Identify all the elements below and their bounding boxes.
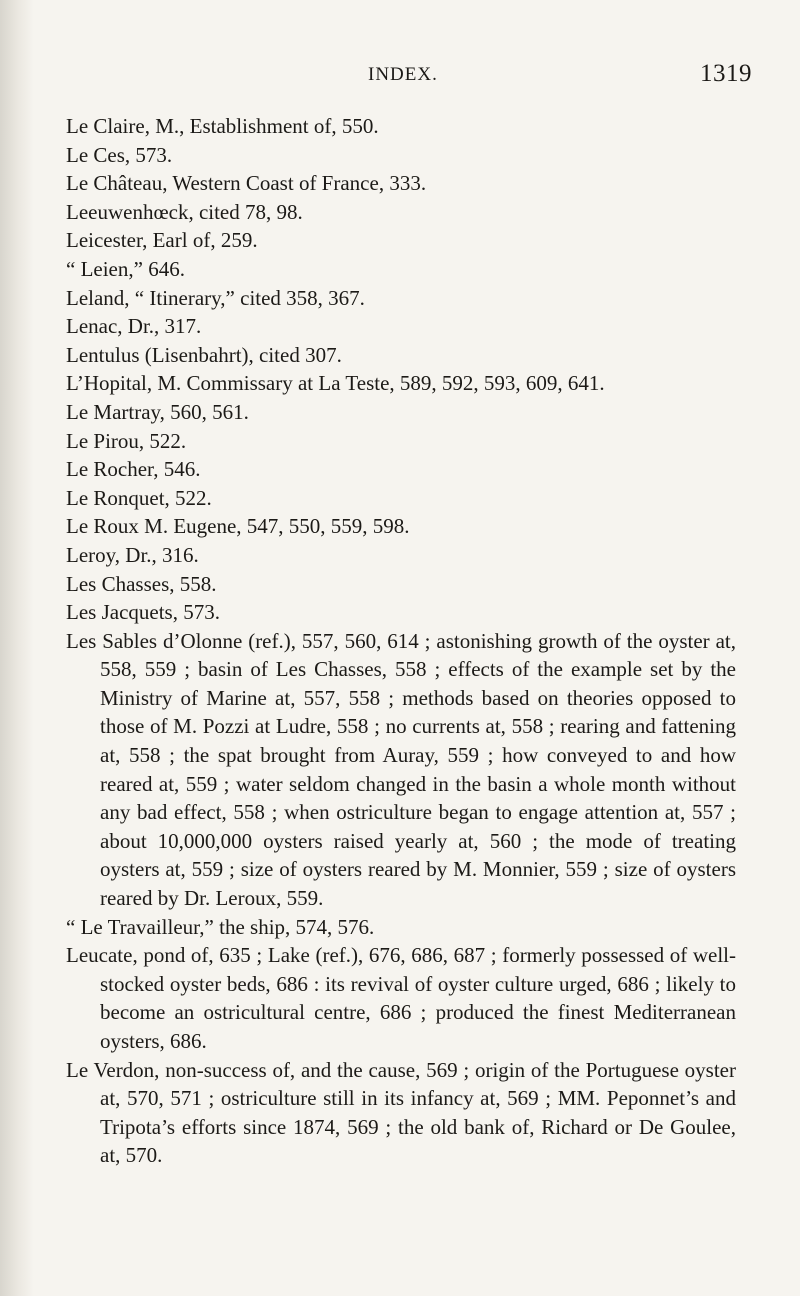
index-entry: Les Sables d’Olonne (ref.), 557, 560, 614 ; astonishing growth of the oyster at, 558, 559 ; basin of Les Chasses, 558 ; effects of the example set by the Ministry of Marine at, 557, 558 ; methods based on theories opposed to those of M. Pozzi at Ludre, 558 ; no currents at, 558 ; rearing and fattening at, 558 ; the spat brought from Auray, 559 ; how conveyed to and how reared at, 559 ; water seldom changed in the basin a whole month without any bad effect, 558 ; when ostriculture began to engage attention at, 557 ; about 10,000,000 oysters raised yearly at, 560 ; the mode of treating oysters at, 559 ; size of oysters reared by M. Monnier, 559 ; size of oysters reared by Dr. Leroux, 559. [66,628,736,911]
index-entries [66,112,736,1170]
index-entry: Lenac, Dr., 317. [66,314,202,339]
page-header [0,60,800,104]
index-entry: Leroy, Dr., 316. [66,542,199,567]
index-entry: “ Le Travailleur,” the ship, 574, 576. [66,914,375,939]
index-entry: “ Leien,” 646. [66,256,185,281]
running-title: INDEX. [368,64,438,85]
index-entry: Le Château, Western Coast of France, 333. [66,171,427,196]
index-entry: Le Verdon, non-success of, and the cause, 569 ; origin of the Portuguese oyster at, 570, 571 ; ostriculture still in its infancy at, 569 ; MM. Peponnet’s and Tripota’s efforts since 1874, 569 ; the old bank of, Richard or De Goulee, at, 570. [66,1057,736,1168]
index-entry: Le Pirou, 522. [66,428,187,453]
index-entry: Le Rocher, 546. [66,457,201,482]
page-edge-shadow [0,0,34,1296]
index-entry: Leland, “ Itinerary,” cited 358, 367. [66,285,365,310]
index-entry: Lentulus (Lisenbahrt), cited 307. [66,342,342,367]
index-entry: Les Chasses, 558. [66,571,217,596]
index-entry: Le Ronquet, 522. [66,485,212,510]
page-number: 1319 [700,60,752,87]
index-entry: Le Martray, 560, 561. [66,399,249,424]
index-entry: Leicester, Earl of, 259. [66,228,258,253]
index-entry: Les Jacquets, 573. [66,600,220,625]
index-entry: Le Ces, 573. [66,142,173,167]
index-entry: Le Claire, M., Establishment of, 550. [66,114,379,138]
index-entry: Le Roux M. Eugene, 547, 550, 559, 598. [66,514,410,539]
index-entry: L’Hopital, M. Commissary at La Teste, 589, 592, 593, 609, 641. [66,371,605,396]
index-entry: Leeuwenhœck, cited 78, 98. [66,199,303,224]
index-entry: Leucate, pond of, 635 ; Lake (ref.), 676, 686, 687 ; formerly possessed of well-stocked oyster beds, 686 : its revival of oyster culture urged, 686 ; likely to become an ostricultural centre, 686 ; produced the finest Mediterranean oysters, 686. [66,943,736,1053]
